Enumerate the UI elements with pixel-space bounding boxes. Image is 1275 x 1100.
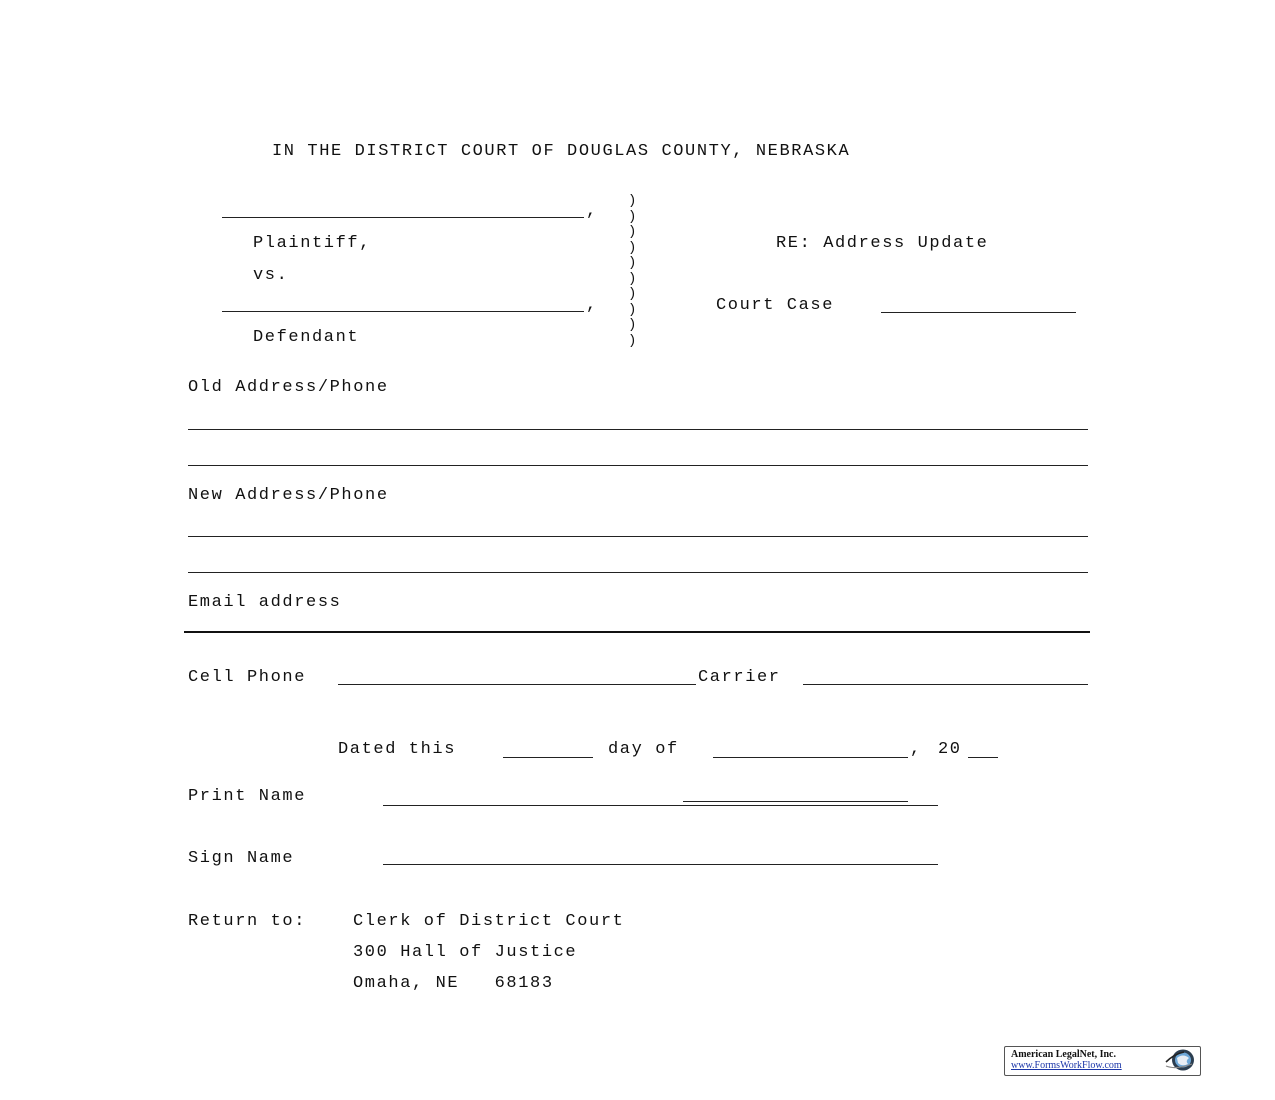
defendant-label: Defendant [253,328,360,347]
carrier-line[interactable] [803,684,1088,685]
carrier-label: Carrier [698,668,781,687]
plaintiff-label: Plaintiff, [253,234,372,253]
court-title: IN THE DISTRICT COURT OF DOUGLAS COUNTY, NEBRASKA [272,142,851,161]
return-to-label: Return to: [188,912,307,931]
month-line[interactable] [713,757,908,758]
court-case-label: Court Case [716,296,835,315]
court-case-line[interactable] [881,312,1076,313]
return-address-line-1: Clerk of District Court [353,912,625,931]
print-name-label: Print Name [188,787,307,806]
cell-phone-line[interactable] [338,684,696,685]
day-of-label: day of [608,740,679,759]
year-line[interactable] [968,757,998,758]
year-prefix: 20 [938,740,962,759]
plaintiff-comma: , [586,202,598,221]
re-label: RE: Address Update [776,234,989,253]
dated-comma: , [910,740,922,759]
defendant-name-line[interactable] [222,311,584,312]
print-name-line[interactable] [383,805,938,806]
old-address-label: Old Address/Phone [188,378,389,397]
sign-name-label: Sign Name [188,849,295,868]
plaintiff-name-line[interactable] [222,217,584,218]
defendant-comma: , [586,296,598,315]
new-address-line-1[interactable] [188,536,1088,537]
cell-phone-label: Cell Phone [188,668,307,687]
email-label: Email address [188,593,342,612]
caption-divider: ) ) ) ) ) ) ) ) ) ) [628,193,637,349]
dated-this-label: Dated this [338,740,457,759]
old-address-line-2[interactable] [188,465,1088,466]
logo-url-link[interactable]: www.FormsWorkFlow.com [1011,1060,1122,1071]
email-line[interactable] [184,631,1090,633]
day-line[interactable] [503,757,593,758]
return-address-line-2: 300 Hall of Justice [353,943,578,962]
old-address-line-1[interactable] [188,429,1088,430]
american-legalnet-logo [1004,1046,1201,1076]
sign-name-line[interactable] [383,864,938,865]
logo-company-name: American LegalNet, Inc. [1011,1049,1116,1060]
print-name-overline [683,801,908,802]
globe-emblem-icon [1164,1048,1198,1072]
return-address-line-3: Omaha, NE 68183 [353,974,554,993]
new-address-label: New Address/Phone [188,486,389,505]
vs-label: vs. [253,266,289,285]
new-address-line-2[interactable] [188,572,1088,573]
